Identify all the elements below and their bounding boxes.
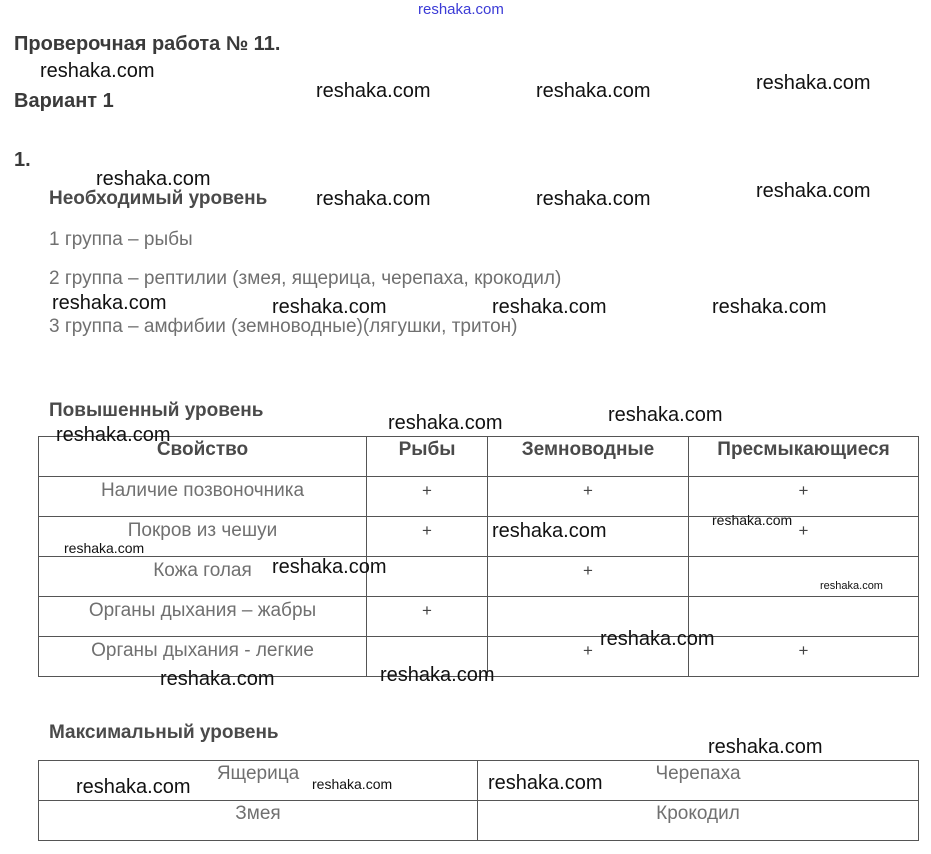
watermark: reshaka.com — [488, 772, 603, 794]
watermark: reshaka.com — [388, 412, 503, 434]
watermark: reshaka.com — [712, 296, 827, 318]
max-level-heading: Максимальный уровень — [49, 722, 279, 743]
amphibians-cell: + — [488, 477, 689, 517]
animals-table — [38, 760, 919, 841]
watermark: reshaka.com — [64, 540, 145, 556]
watermark: reshaka.com — [56, 424, 171, 446]
column-header-reptiles: Пресмыкающиеся — [689, 437, 919, 477]
watermark: reshaka.com — [756, 72, 871, 94]
watermark: reshaka.com — [272, 556, 387, 578]
watermark: reshaka.com — [820, 580, 883, 592]
watermark: reshaka.com — [600, 628, 715, 650]
property-cell: Органы дыхания – жабры — [39, 597, 367, 637]
reptiles-cell: + — [689, 477, 919, 517]
list-item: 1 группа – рыбы — [49, 229, 193, 250]
fish-cell: + — [367, 597, 488, 637]
watermark: reshaka.com — [96, 168, 211, 190]
advanced-level-heading: Повышенный уровень — [49, 400, 264, 421]
property-cell: Кожа голая — [39, 557, 367, 597]
table-row — [39, 597, 919, 637]
properties-table — [38, 436, 919, 677]
column-header-property: Свойство — [39, 437, 367, 477]
watermark: reshaka.com — [536, 188, 651, 210]
fish-cell: + — [367, 517, 488, 557]
watermark: reshaka.com — [712, 512, 793, 528]
watermark: reshaka.com — [316, 188, 431, 210]
property-cell: Наличие позвоночника — [39, 477, 367, 517]
column-header-amphibians: Земноводные — [488, 437, 689, 477]
watermark: reshaka.com — [708, 736, 823, 758]
list-item: 3 группа – амфибии (земноводные)(лягушки, тритон) — [49, 316, 518, 337]
list-item: 2 группа – рептилии (змея, ящерица, черепаха, крокодил) — [49, 268, 562, 289]
table-row — [39, 557, 919, 597]
animal-cell: Ящерица — [39, 761, 478, 801]
animal-cell: Черепаха — [478, 761, 919, 801]
page-title: Проверочная работа № 11. — [14, 33, 281, 55]
watermark: reshaka.com — [52, 292, 167, 314]
amphibians-cell: + — [488, 637, 689, 677]
watermark: reshaka.com — [40, 60, 155, 82]
table-row — [39, 477, 919, 517]
watermark: reshaka.com — [76, 776, 191, 798]
watermark: reshaka.com — [492, 296, 607, 318]
watermark: reshaka.com — [536, 80, 651, 102]
watermark: reshaka.com — [492, 520, 607, 542]
watermark: reshaka.com — [312, 776, 393, 792]
animal-cell: Крокодил — [478, 801, 919, 841]
reptiles-cell — [689, 557, 919, 597]
table-header-row — [39, 437, 919, 477]
watermark: reshaka.com — [316, 80, 431, 102]
table-row — [39, 801, 919, 841]
property-cell: Покров из чешуи — [39, 517, 367, 557]
watermark: reshaka.com — [380, 664, 495, 686]
reptiles-cell — [689, 597, 919, 637]
amphibians-cell: + — [488, 557, 689, 597]
task-number: 1. — [14, 149, 31, 171]
animal-cell: Змея — [39, 801, 478, 841]
watermark: reshaka.com — [272, 296, 387, 318]
fish-cell: + — [367, 477, 488, 517]
required-level-heading: Необходимый уровень — [49, 188, 268, 209]
reptiles-cell: + — [689, 637, 919, 677]
column-header-fish: Рыбы — [367, 437, 488, 477]
watermark: reshaka.com — [160, 668, 275, 690]
watermark: reshaka.com — [608, 404, 723, 426]
watermark: reshaka.com — [756, 180, 871, 202]
reptiles-cell: + — [689, 517, 919, 557]
property-cell: Органы дыхания - легкие — [39, 637, 367, 677]
variant-label: Вариант 1 — [14, 90, 114, 112]
top-watermark: reshaka.com — [418, 1, 504, 18]
